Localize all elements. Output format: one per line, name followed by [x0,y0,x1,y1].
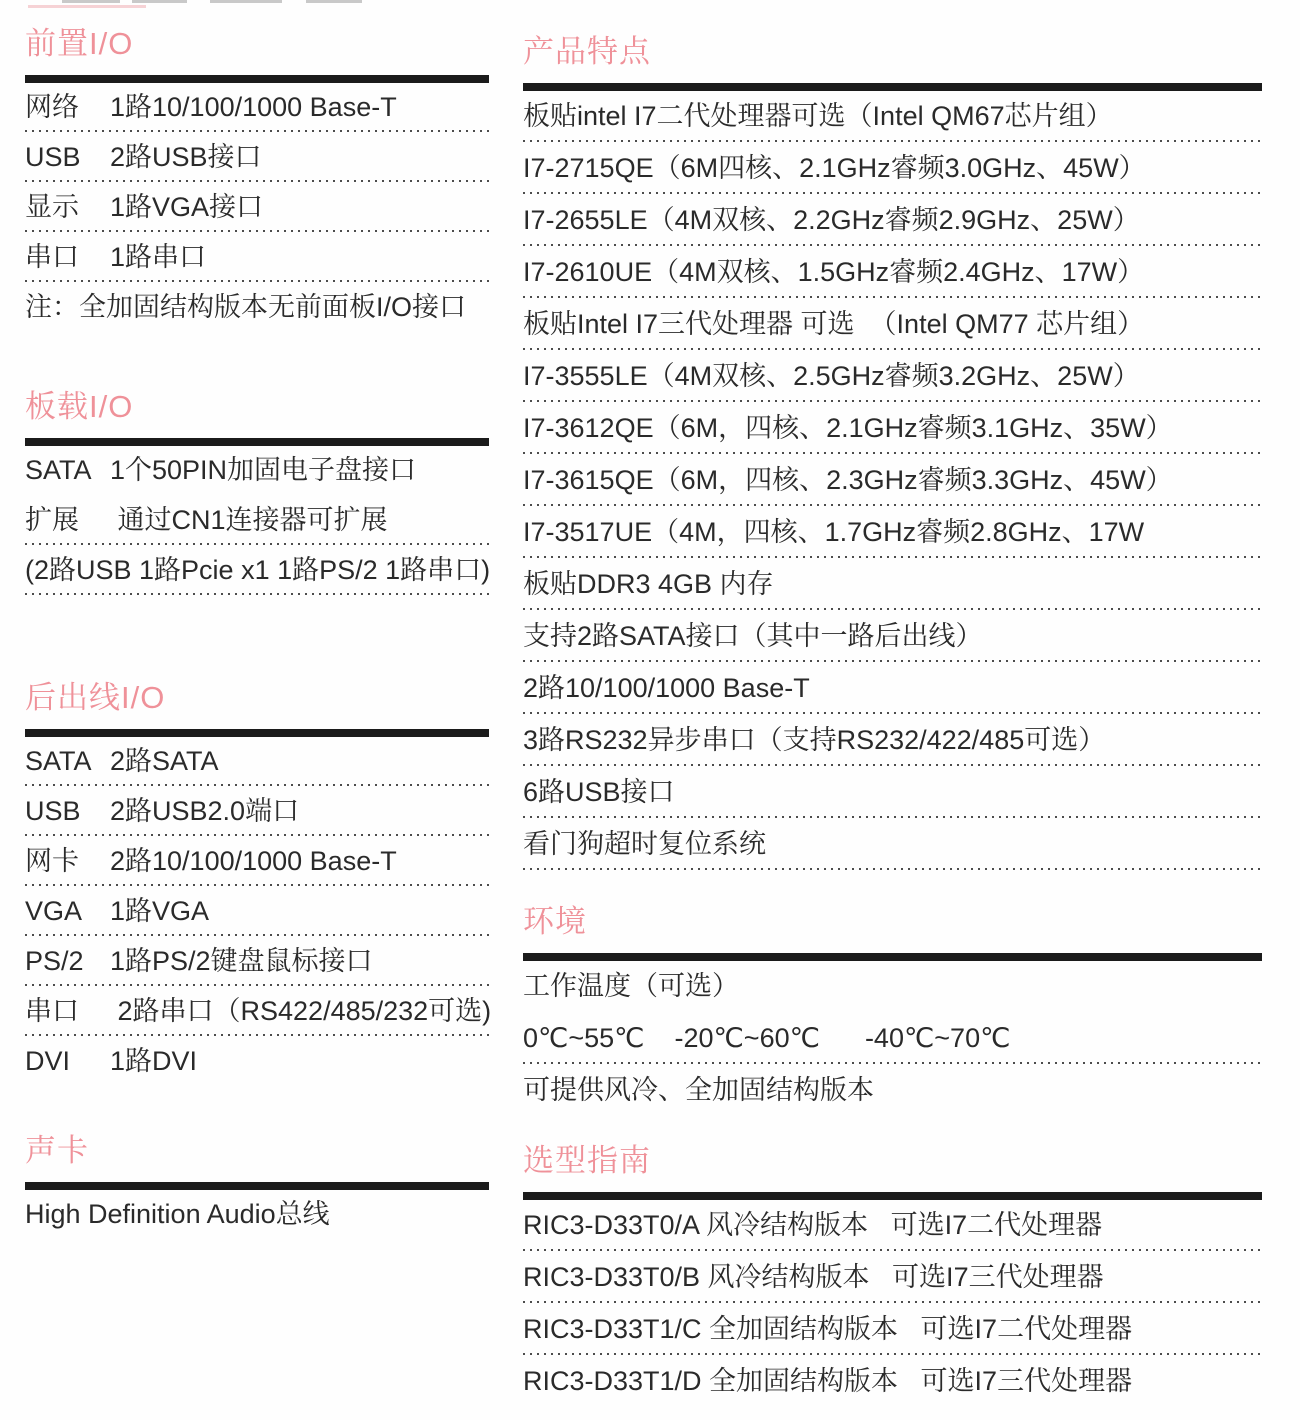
spec-row-value: 可提供风冷、全加固结构版本 [523,1075,874,1106]
spec-row-value: 板贴intel I7二代处理器可选（Intel QM67芯片组） [523,101,1113,132]
spec-row-value: I7-2655LE（4M双核、2.2GHz睿频2.9GHz、25W） [523,205,1140,236]
spec-row [523,91,1262,143]
spec-row-value: 2路10/100/1000 Base-T [110,846,397,877]
spec-row [25,83,489,133]
section-title-rule [523,953,1262,961]
spec-row [25,183,489,233]
spec-row [25,787,489,837]
spec-row [523,1304,1262,1356]
section-title: 板载I/O [25,389,134,424]
section-rows [25,83,489,333]
spec-row [25,887,489,937]
spec-row [523,663,1262,715]
spec-row-label: 串口 [25,996,79,1027]
spec-row-label: 网卡 [25,846,79,877]
spec-row-value: 注：全加固结构版本无前面板I/O接口 [25,292,467,323]
spec-row-value: I7-3555LE（4M双核、2.5GHz睿频3.2GHz、25W） [523,361,1140,392]
spec-row [523,1356,1262,1408]
spec-row-label: SATA [25,455,92,486]
right-column [523,0,1262,1408]
spec-row-value: (2路USB 1路Pcie x1 1路PS/2 1路串口) [25,555,491,586]
spec-row-value: 支持2路SATA接口（其中一路后出线） [523,621,983,652]
spec-row-value: 0℃~55℃ -20℃~60℃ -40℃~70℃ [523,1023,1011,1054]
spec-row-value: 1路串口 [110,242,207,273]
spec-row [25,133,489,183]
spec-row-value: 1路VGA [110,896,210,927]
spec-row-value: 1个50PIN加固电子盘接口 [110,455,417,486]
spec-row [523,961,1262,1013]
spec-row-label: 扩展 [25,505,79,536]
clipped-fragment [306,0,362,3]
spec-row-value: 2路10/100/1000 Base-T [523,673,810,704]
spec-row-value: I7-3517UE（4M，四核、1.7GHz睿频2.8GHz、17W [523,517,1145,548]
spec-row-value: 1路VGA接口 [110,192,264,223]
spec-row [523,1065,1262,1117]
spec-row-value: High Definition Audio总线 [25,1199,330,1230]
spec-row-value: 1路DVI [110,1046,198,1077]
section-title-rule [523,83,1262,91]
spec-row [523,1200,1262,1252]
section-title: 声卡 [25,1133,89,1168]
spec-row-value: 2路串口（RS422/485/232可选) [110,996,492,1027]
spec-row [25,1190,489,1240]
section-title: 选型指南 [523,1143,651,1178]
left-column [25,0,492,1240]
spec-row-value: 2路SATA [110,746,219,777]
clipped-fragment [28,5,146,8]
section-title: 后出线I/O [25,680,166,715]
spec-row [25,837,489,887]
spec-row [523,767,1262,819]
spec-row [523,1013,1262,1065]
spec-row-value: I7-2610UE（4M双核、1.5GHz睿频2.4GHz、17W） [523,257,1145,288]
spec-row [523,143,1262,195]
spec-section [25,389,489,596]
spec-row [25,737,489,787]
spec-row-value: RIC3-D33T0/B 风冷结构版本 可选I7三代处理器 [523,1262,1104,1293]
section-title-rule [25,729,489,737]
section-rows [523,1200,1262,1408]
spec-row-label: 网络 [25,92,79,123]
spec-row [523,299,1262,351]
spec-row-label: SATA [25,746,92,777]
spec-row [523,403,1262,455]
section-rows [523,91,1262,871]
spec-row-value: 板贴Intel I7三代处理器 可选 （Intel QM77 芯片组） [523,309,1145,340]
spec-row [523,247,1262,299]
spec-row [523,455,1262,507]
spec-row-label: DVI [25,1046,71,1077]
spec-row-value: 看门狗超时复位系统 [523,829,766,860]
spec-row [25,987,492,1037]
section-rows [523,961,1262,1117]
spec-row-label: 串口 [25,242,79,273]
section-title-rule [25,438,489,446]
spec-section [25,680,492,1087]
spec-row [523,611,1262,663]
spec-row-value: I7-3615QE（6M，四核、2.3GHz睿频3.3GHz、45W） [523,465,1173,496]
spec-row [25,1037,489,1087]
section-rows [25,1190,489,1240]
spec-section [25,26,489,333]
spec-row-label: USB [25,796,81,827]
spec-row-value: 通过CN1连接器可扩展 [110,505,388,536]
section-title: 前置I/O [25,26,134,61]
spec-row-label: PS/2 [25,946,84,977]
spec-row-value: 工作温度（可选） [523,971,739,1002]
spec-row [25,446,489,496]
spec-row-label: USB [25,142,81,173]
spec-row [523,819,1262,871]
spec-row-value: 2路USB2.0端口 [110,796,300,827]
spec-row-value: I7-2715QE（6M四核、2.1GHz睿频3.0GHz、45W） [523,153,1146,184]
spec-row-value: RIC3-D33T1/C 全加固结构版本 可选I7二代处理器 [523,1314,1133,1345]
spec-row [25,496,489,546]
spec-row-value: 6路USB接口 [523,777,675,808]
spec-section [25,1133,489,1240]
spec-section [523,1143,1262,1408]
section-title: 产品特点 [523,34,651,69]
spec-row [25,283,489,333]
section-title-rule [25,1182,489,1190]
spec-row [523,715,1262,767]
section-title-rule [523,1192,1262,1200]
spec-row-value: 1路PS/2键盘鼠标接口 [110,946,373,977]
clipped-fragment [132,0,187,3]
spec-row-value: RIC3-D33T0/A 风冷结构版本 可选I7二代处理器 [523,1210,1103,1241]
spec-row-value: 1路10/100/1000 Base-T [110,92,397,123]
spec-row-value: 2路USB接口 [110,142,262,173]
spec-row-value: 3路RS232异步串口（支持RS232/422/485可选） [523,725,1106,756]
section-title: 环境 [523,904,587,939]
spec-row-value: I7-3612QE（6M，四核、2.1GHz睿频3.1GHz、35W） [523,413,1173,444]
spec-row [25,546,489,596]
spec-row [523,559,1262,611]
spec-row [523,195,1262,247]
spec-section [523,904,1262,1117]
spec-row [25,233,489,283]
spec-row [523,1252,1262,1304]
spec-row-label: 显示 [25,192,79,223]
spec-row-label: VGA [25,896,83,927]
spec-section [523,34,1262,871]
spec-row [523,507,1262,559]
spec-row-value: RIC3-D33T1/D 全加固结构版本 可选I7三代处理器 [523,1366,1133,1397]
clipped-fragment [62,0,120,3]
spec-row [523,351,1262,403]
section-rows [25,446,489,596]
section-rows [25,737,492,1087]
clipped-fragment [210,0,282,3]
spec-row-value: 板贴DDR3 4GB 内存 [523,569,774,600]
section-title-rule [25,75,489,83]
spec-row [25,937,489,987]
